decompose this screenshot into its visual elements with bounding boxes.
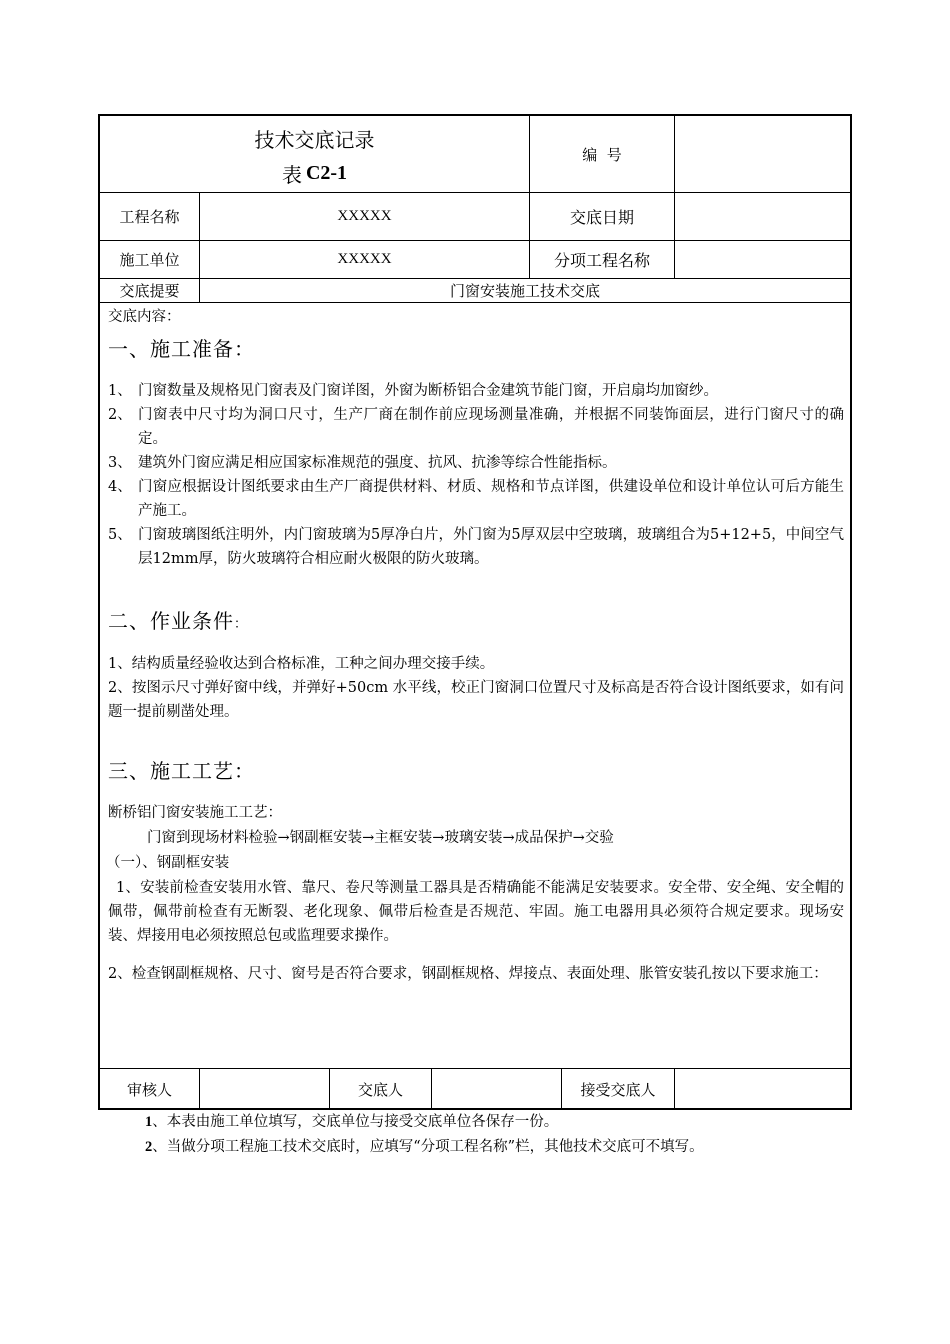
list-item-number: 1、: [108, 383, 132, 399]
process-paragraph-2: 2、检查钢副框规格、尺寸、窗号是否符合要求，钢副框规格、焊接点、表面处理、胀管安装孔按以下要求施工：: [108, 966, 828, 982]
number-value[interactable]: [675, 116, 850, 192]
list-item-text: 门窗应根据设计图纸要求由生产厂商提供材料、材质、规格和节点详图，供建设单位和设计单位认可后方能生产施工。: [138, 479, 844, 519]
footer-note: [145, 1110, 558, 1135]
form-code-prefix: 表: [281, 162, 302, 187]
date-label: 交底日期: [569, 208, 634, 227]
preparation-list: [108, 379, 844, 571]
list-item-number: 4、: [108, 479, 132, 495]
list-item-text: 门窗玻璃图纸注明外，内门窗玻璃为5厚净白片，外门窗为5厚双层中空玻璃，玻璃组合为5+12+5，中间空气层12mm厚，防火玻璃符合相应耐火极限的防火玻璃。: [138, 527, 844, 567]
process-subheading: （一）、钢副框安装: [106, 855, 230, 871]
list-item-number: 3、: [108, 455, 132, 471]
date-value[interactable]: [675, 193, 850, 240]
process-intro: 断桥铝门窗安装施工工艺：: [108, 805, 282, 821]
content-label: 交底内容：: [108, 309, 181, 325]
section-heading-process: 三、施工工艺：: [108, 759, 255, 783]
summary-value[interactable]: 门窗安装施工技术交底: [449, 282, 600, 300]
form-code-value: C2-1: [305, 161, 348, 184]
list-item-text: 门窗数量及规格见门窗表及门窗详图，外窗为断桥铝合金建筑节能门窗，开启扇均加窗纱。: [138, 383, 718, 399]
reviewer-value[interactable]: [200, 1069, 329, 1110]
list-item: [108, 523, 844, 571]
summary-label: 交底提要: [119, 282, 180, 300]
project-name-label: 工程名称: [119, 208, 180, 226]
reviewer-label: 审核人: [126, 1081, 172, 1099]
section-heading-conditions: [108, 609, 844, 637]
sub-project-value[interactable]: [675, 241, 850, 278]
footer-note-number: 1: [145, 1114, 153, 1130]
discloser-label: 交底人: [357, 1081, 403, 1099]
list-item-text: 门窗表中尺寸均为洞口尺寸，生产厂商在制作前应现场测量准确，并根据不同装饰面层，进行门窗尺寸的确定。: [138, 407, 844, 447]
list-item: [108, 403, 844, 451]
list-item-number: 5、: [108, 527, 132, 543]
form-code: [100, 158, 529, 188]
sub-project-label: 分项工程名称: [553, 251, 650, 270]
footer-note-text: 、当做分项工程施工技术交底时，应填写“分项工程名称”栏，其他技术交底可不填写。: [152, 1139, 704, 1155]
list-item: [108, 475, 844, 523]
contractor-value[interactable]: XXXXX: [337, 251, 392, 267]
footer-note: [145, 1135, 704, 1160]
list-item: [108, 379, 844, 403]
number-label: 编 号: [582, 145, 622, 164]
section-heading-preparation: 一、施工准备：: [108, 337, 255, 361]
footer-note-number: 2: [145, 1139, 153, 1155]
list-item: [108, 451, 844, 475]
contractor-label: 施工单位: [119, 251, 180, 269]
discloser-value[interactable]: [432, 1069, 561, 1110]
list-item: 2、按图示尺寸弹好窗中线，并弹好+50cm 水平线，校正门窗洞口位置尺寸及标高是否符合设计图纸要求，如有问题一提前剔凿处理。: [108, 680, 844, 720]
project-name-value[interactable]: XXXXX: [337, 208, 392, 224]
form-title: 技术交底记录: [254, 127, 375, 152]
process-flow: 门窗到现场材料检验→钢副框安装→主框安装→玻璃安装→成品保护→交验: [147, 830, 614, 846]
footer-note-text: 、本表由施工单位填写，交底单位与接受交底单位各保存一份。: [152, 1114, 559, 1130]
receiver-label: 接受交底人: [580, 1081, 656, 1099]
process-paragraph-1: 1、安装前检查安装用水管、靠尺、卷尺等测量工器具是否精确能不能满足安装要求。安全带、安全绳、安全帽的佩带，佩带前检查有无断裂、老化现象、佩带后检查是否规范、牢固。施工电器用具必须符合规定要求。现场安装、焊接用电必须按照总包或监理要求操作。: [108, 880, 844, 944]
section-heading-suffix: ：: [234, 617, 249, 632]
list-item: 1、结构质量经验收达到合格标准，工种之间办理交接手续。: [108, 656, 495, 672]
list-item-text: 建筑外门窗应满足相应国家标准规范的强度、抗风、抗渗等综合性能指标。: [138, 455, 617, 471]
row-divider: [100, 302, 850, 303]
section-heading-text: 二、作业条件: [108, 609, 234, 633]
conditions-list: [108, 652, 844, 724]
list-item-number: 2、: [108, 407, 132, 423]
receiver-value[interactable]: [675, 1069, 850, 1110]
